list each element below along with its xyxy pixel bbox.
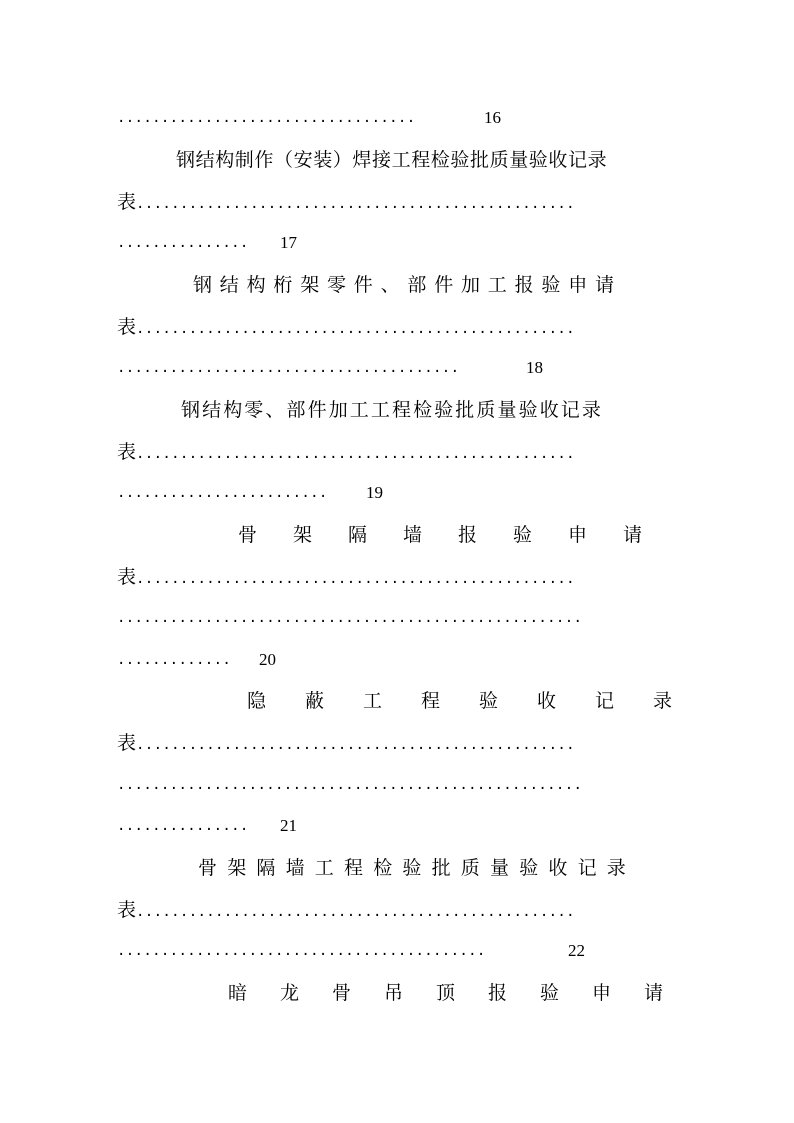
toc-line-continuation	[0, 104, 794, 132]
toc-entry-leader	[0, 729, 794, 757]
entry-title-tail: 表	[117, 732, 137, 754]
page-number: 18	[526, 358, 543, 377]
entry-title-tail: 表	[117, 316, 137, 338]
toc-entry-leader	[0, 313, 794, 341]
toc-entry-leader	[0, 896, 794, 924]
dot-leader: ..................................................	[136, 321, 575, 337]
page-number: 21	[280, 816, 297, 835]
entry-title: 骨架隔墙报验申请	[238, 524, 679, 546]
dot-leader: ........................	[117, 485, 328, 501]
entry-title: 隐蔽工程验收记录	[247, 690, 712, 712]
toc-entry-title	[0, 271, 794, 299]
toc-entry-title	[0, 521, 794, 549]
entry-title: 骨架隔墙工程检验批质量验收记录	[198, 857, 637, 879]
page-number: 20	[259, 650, 276, 669]
entry-title: 钢结构零、部件加工工程检验批质量验收记录	[181, 399, 604, 421]
toc-entry-page-line	[0, 479, 794, 507]
page-number: 16	[484, 108, 501, 127]
dot-leader: ...............	[117, 818, 249, 834]
page-number: 17	[280, 233, 297, 252]
entry-title-tail: 表	[117, 191, 137, 213]
dot-leader: ...............	[117, 235, 249, 251]
toc-entry-title	[0, 854, 794, 882]
entry-title: 暗龙骨吊顶报验申请	[228, 982, 697, 1004]
dot-leader: ..................................................	[136, 904, 575, 920]
toc-entry-leader	[0, 438, 794, 466]
toc-entry-leader-continued	[0, 604, 794, 632]
dot-leader: .....................................................	[117, 610, 583, 626]
toc-entry-title	[0, 687, 794, 715]
entry-title: 钢结构制作（安装）焊接工程检验批质量验收记录	[176, 149, 608, 171]
dot-leader: ..................................................	[136, 196, 575, 212]
page-number: 19	[366, 483, 383, 502]
toc-entry-leader-continued	[0, 771, 794, 799]
page-number: 22	[568, 941, 585, 960]
entry-title-tail: 表	[117, 566, 137, 588]
dot-leader: .....................................................	[117, 777, 583, 793]
toc-entry-page-line	[0, 354, 794, 382]
dot-leader: ..................................	[117, 110, 416, 126]
entry-title: 钢结构桁架零件、部件加工报验申请	[193, 274, 622, 296]
toc-entry-page-line	[0, 937, 794, 965]
dot-leader: ..................................................	[136, 737, 575, 753]
toc-entry-title	[0, 146, 794, 174]
toc-entry-title	[0, 396, 794, 424]
entry-title-tail: 表	[117, 899, 137, 921]
toc-entry-title	[0, 979, 794, 1007]
toc-entry-leader	[0, 563, 794, 591]
toc-entry-leader	[0, 188, 794, 216]
dot-leader: .............	[117, 652, 232, 668]
dot-leader: .......................................	[117, 360, 460, 376]
dot-leader: ..........................................	[117, 943, 486, 959]
toc-entry-page-line	[0, 646, 794, 674]
toc-entry-page-line	[0, 812, 794, 840]
entry-title-tail: 表	[117, 441, 137, 463]
dot-leader: ..................................................	[136, 571, 575, 587]
toc-entry-page-line	[0, 229, 794, 257]
dot-leader: ..................................................	[136, 446, 575, 462]
